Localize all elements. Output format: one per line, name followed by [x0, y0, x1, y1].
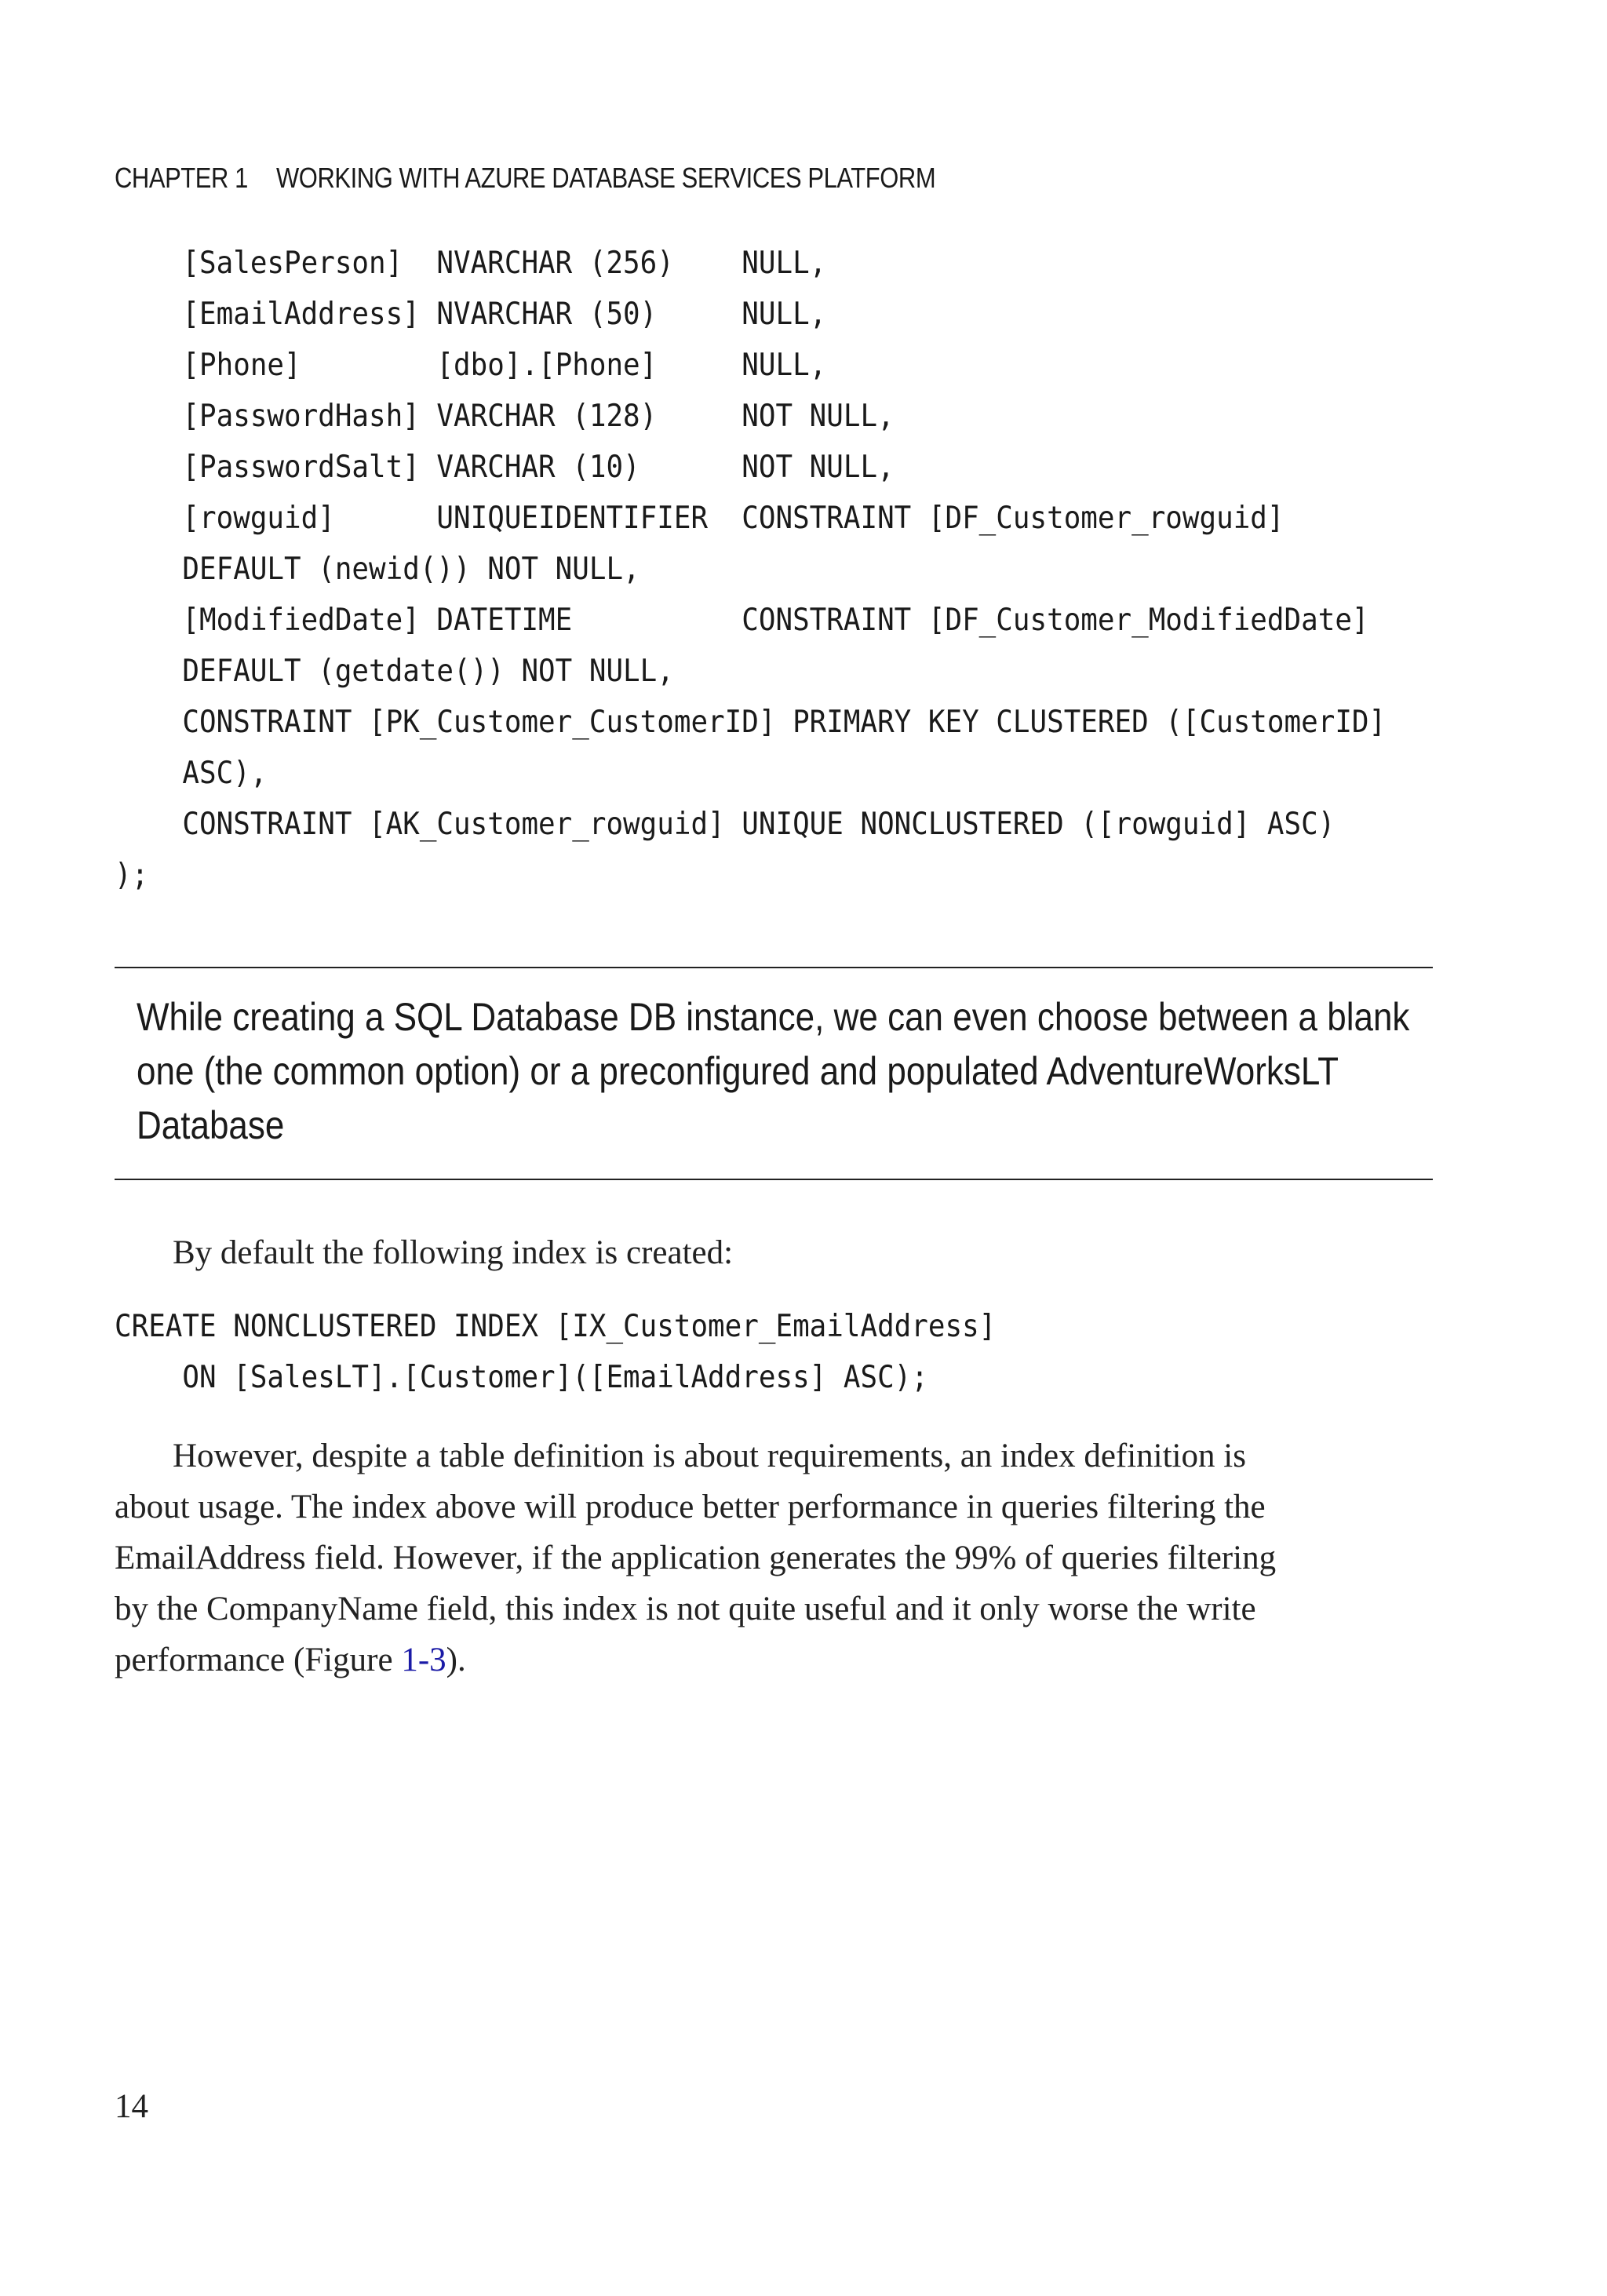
figure-reference-link[interactable]: 1-3: [401, 1642, 446, 1678]
code-line: [Phone] [dbo].[Phone] NULL,: [115, 348, 827, 383]
note-line: While creating a SQL Database DB instance, we can even choose between a blank: [137, 995, 1410, 1039]
note-text: [137, 990, 1410, 1153]
code-line: DEFAULT (newid()) NOT NULL,: [115, 552, 640, 587]
code-line: [ModifiedDate] DATETIME CONSTRAINT [DF_Customer_ModifiedDate]: [115, 603, 1369, 638]
chapter-label: CHAPTER 1: [115, 162, 248, 194]
running-head: [115, 162, 935, 195]
paragraph-line: By default the following index is created:: [173, 1234, 734, 1271]
code-line: [PasswordSalt] VARCHAR (10) NOT NULL,: [115, 450, 895, 485]
code-line: CONSTRAINT [PK_Customer_CustomerID] PRIMARY KEY CLUSTERED ([CustomerID]: [115, 705, 1387, 740]
code-line: ON [SalesLT].[Customer]([EmailAddress] ASC);: [115, 1360, 928, 1395]
code-line: ASC),: [115, 756, 268, 791]
code-line: );: [115, 858, 149, 893]
code-line: [rowguid] UNIQUEIDENTIFIER CONSTRAINT [DF_Customer_rowguid]: [115, 501, 1285, 536]
body-paragraph: [115, 1430, 1433, 1686]
page-number: 14: [115, 2088, 148, 2125]
code-line: CREATE NONCLUSTERED INDEX [IX_Customer_EmailAddress]: [115, 1309, 997, 1344]
paragraph-line: However, despite a table definition is about requirements, an index definition is: [173, 1438, 1246, 1474]
paragraph-line: EmailAddress field. However, if the application generates the 99% of queries filtering: [115, 1540, 1277, 1576]
intro-paragraph: [115, 1227, 1433, 1278]
paragraph-line-last: [115, 1635, 1433, 1686]
code-line: [PasswordHash] VARCHAR (128) NOT NULL,: [115, 399, 895, 434]
chapter-title: WORKING WITH AZURE DATABASE SERVICES PLATFORM: [276, 162, 936, 194]
code-block-index-definition: [115, 1301, 996, 1403]
code-line: CONSTRAINT [AK_Customer_rowguid] UNIQUE NONCLUSTERED ([rowguid] ASC): [115, 807, 1336, 842]
code-line: DEFAULT (getdate()) NOT NULL,: [115, 654, 674, 689]
code-line: [EmailAddress] NVARCHAR (50) NULL,: [115, 297, 827, 332]
note-line: one (the common option) or a preconfigured and populated AdventureWorksLT: [137, 1049, 1339, 1093]
code-block-table-definition: [115, 238, 1386, 901]
text-suffix: ).: [446, 1642, 466, 1678]
text-prefix: performance (Figure: [115, 1642, 402, 1678]
paragraph-line: by the CompanyName field, this index is not quite useful and it only worse the write: [115, 1591, 1256, 1627]
paragraph-line: about usage. The index above will produce better performance in queries filtering the: [115, 1489, 1266, 1525]
code-line: [SalesPerson] NVARCHAR (256) NULL,: [115, 246, 827, 281]
note-box: [115, 967, 1433, 1180]
note-line: Database: [137, 1103, 285, 1147]
